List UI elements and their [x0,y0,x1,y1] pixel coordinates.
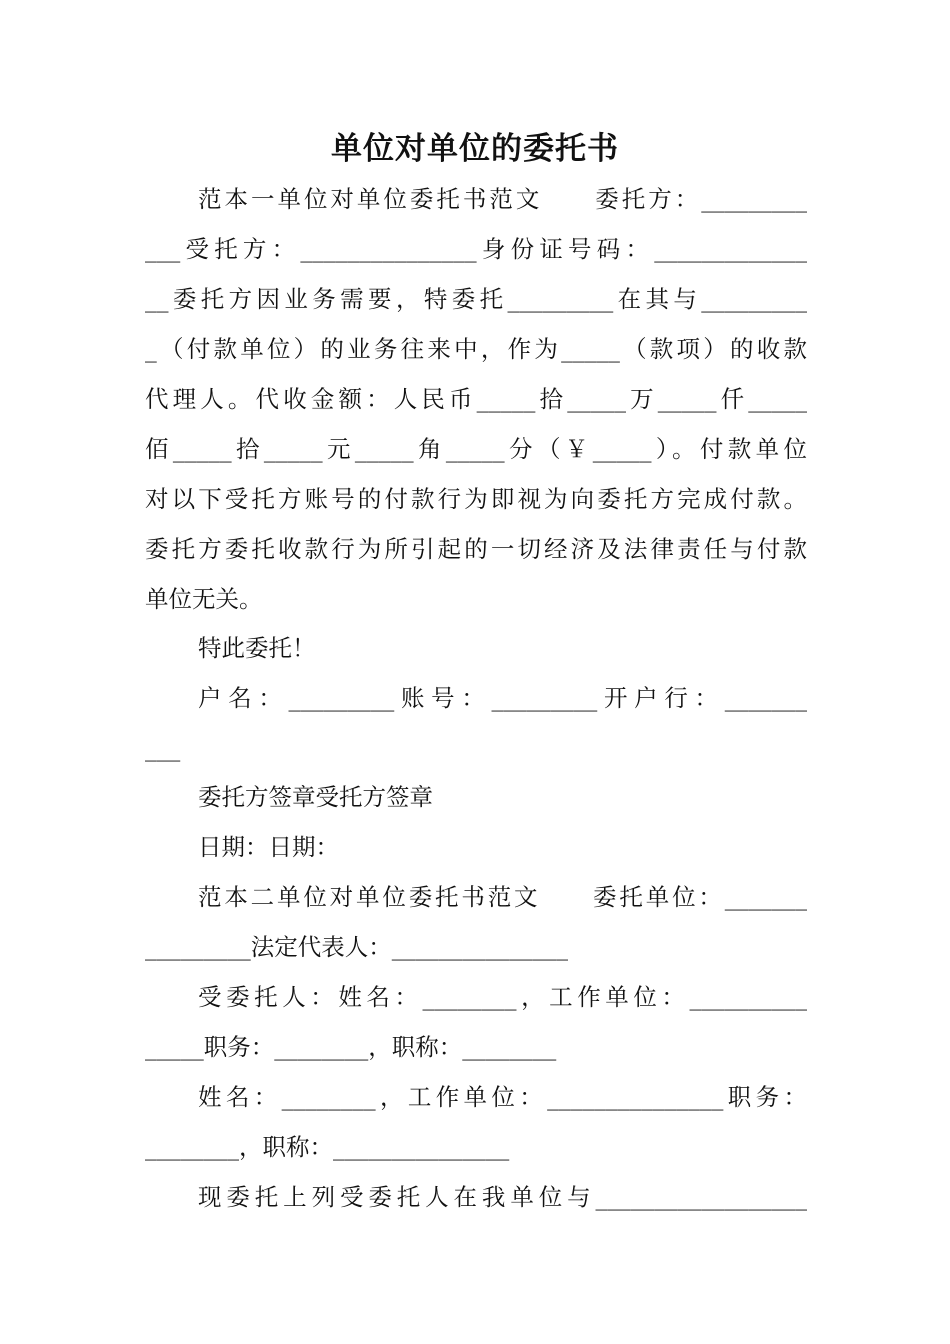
text-line: 特此委托！ [198,634,316,662]
text-line: 日期：日期： [198,833,339,861]
text-line: 单位无关。 [145,585,263,613]
text-line: 范本二单位对单位委托书范文 委托单位：_______ [198,883,807,911]
text-line: ________，职称：_______________ [145,1133,510,1161]
text-line: 姓名：________，工作单位：_______________职务： [198,1083,807,1111]
document-title: 单位对单位的委托书 [331,131,619,167]
text-line: 现委托上列受委托人在我单位与__________________ [198,1183,807,1211]
text-line: 对以下受托方账号的付款行为即视为向委托方完成付款。 [145,485,807,513]
text-line: 范本一单位对单位委托书范文 委托方：_________ [198,185,807,213]
text-line: __委托方因业务需要，特委托_________在其与_________ [145,285,807,313]
text-line: _（付款单位）的业务往来中，作为_____（款项）的收款 [145,335,807,363]
text-line: 委托方委托收款行为所引起的一切经济及法律责任与付款 [145,535,807,563]
text-line: _________法定代表人：_______________ [145,933,568,961]
text-line: ___受托方：_______________身份证号码：_____________ [145,235,807,263]
text-line: 代理人。代收金额：人民币_____拾_____万_____仟_____ [145,385,807,413]
text-line: 受委托人：姓名：________，工作单位：__________ [198,983,807,1011]
text-line: ___ [145,734,181,762]
text-line: 户名：_________账号：_________开户行：_______ [198,684,807,712]
text-line: _____职务：________，职称：________ [145,1033,557,1061]
text-line: 佰_____拾_____元_____角_____分（￥_____）。付款单位 [145,435,807,463]
text-line: 委托方签章受托方签章 [198,783,433,811]
